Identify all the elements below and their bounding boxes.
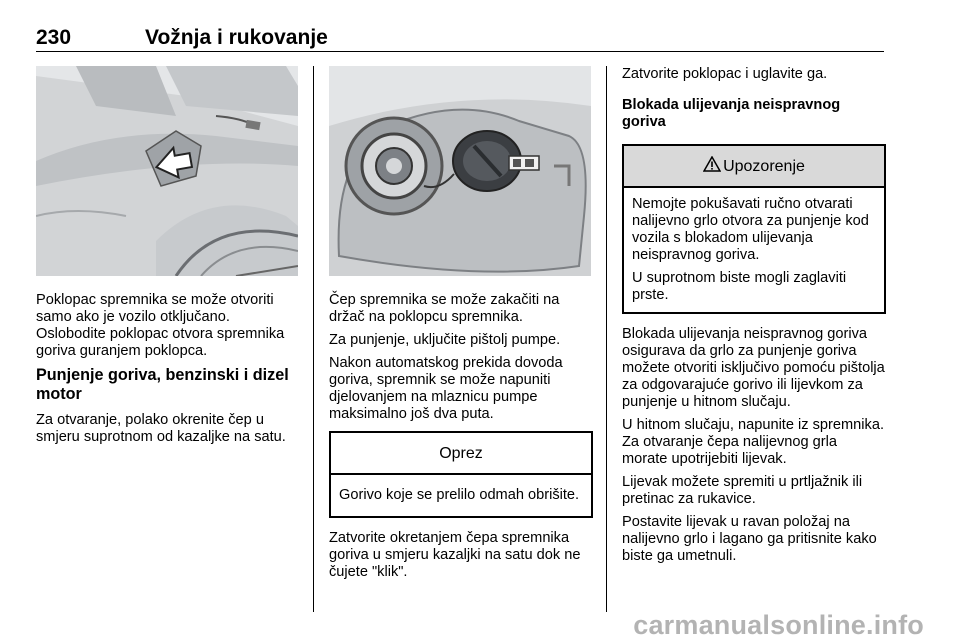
- warning-header: [624, 146, 884, 188]
- column-divider-1: [313, 66, 314, 612]
- warning-text: Nemojte pokušavati ručno otvarati nalijevno grlo otvora za punjenje kod vozila s blokadom ulijevanja neispravnog goriva.: [632, 196, 869, 263]
- paragraph: Blokada ulijevanja neispravnog goriva osigurava da grlo za punjenje goriva možete otvoriti isključivo pomoću pištolja za odgovarajuće gorivo ili lijevkom za punjenje u hitnom slučaju.: [622, 326, 885, 410]
- paragraph: Postavite lijevak u ravan položaj na nalijevno grlo i lagano ga pritisnite kako biste ga umetnuli.: [622, 514, 877, 564]
- column-3: [622, 66, 886, 571]
- page-header: [36, 26, 884, 48]
- column-2: [329, 292, 593, 587]
- paragraph: Za otvaranje, polako okrenite čep u smjeru suprotnom od kazaljke na satu.: [36, 412, 286, 445]
- paragraph: Nakon automatskog prekida dovoda goriva, spremnik se može napuniti djelovanjem na mlaznicu pumpe maksimalno još dva puta.: [329, 355, 563, 422]
- warning-text: U suprotnom biste mogli zaglaviti prste.: [632, 270, 847, 303]
- warning-triangle-icon: [703, 156, 721, 176]
- warning-body: [624, 188, 884, 312]
- warning-title: Upozorenje: [723, 157, 805, 175]
- header-divider: [36, 51, 884, 52]
- paragraph: Zatvorite okretanjem čepa spremnika goriva u smjeru kazaljki na satu dok ne čujete "klik".: [329, 530, 581, 580]
- paragraph: U hitnom slučaju, napunite iz spremnika. Za otvaranje čepa nalijevnog grla morate upotrijebiti lijevak.: [622, 417, 885, 467]
- paragraph: Zatvorite poklopac i uglavite ga.: [622, 66, 828, 82]
- page-title: Vožnja i rukovanje: [145, 26, 328, 49]
- page-number: 230: [36, 26, 72, 49]
- paragraph: Poklopac spremnika se može otvoriti samo ako je vozilo otključano. Oslobodite poklopac otvora spremnika goriva guranjem poklopca.: [36, 292, 285, 359]
- paragraph: Čep spremnika se može zakačiti na držač na poklopcu spremnika.: [329, 292, 560, 325]
- caution-box: [329, 431, 593, 518]
- section-heading: Punjenje goriva, benzinski i dizel motor: [36, 366, 289, 403]
- caution-title: Oprez: [331, 433, 591, 475]
- watermark: carmanualsonline.info: [633, 610, 924, 640]
- paragraph: Lijevak možete spremiti u prtljažnik ili pretinac za rukavice.: [622, 474, 863, 507]
- fuel-door-illustration: [36, 66, 298, 276]
- paragraph: Za punjenje, uključite pištolj pumpe.: [329, 332, 561, 348]
- section-subheading: Blokada ulijevanja neispravnog goriva: [622, 97, 841, 130]
- fuel-cap-illustration: [329, 66, 591, 276]
- caution-body: [331, 475, 591, 516]
- column-1: [36, 292, 302, 452]
- column-divider-2: [606, 66, 607, 612]
- caution-text: Gorivo koje se prelilo odmah obrišite.: [339, 487, 580, 503]
- warning-box: [622, 144, 886, 314]
